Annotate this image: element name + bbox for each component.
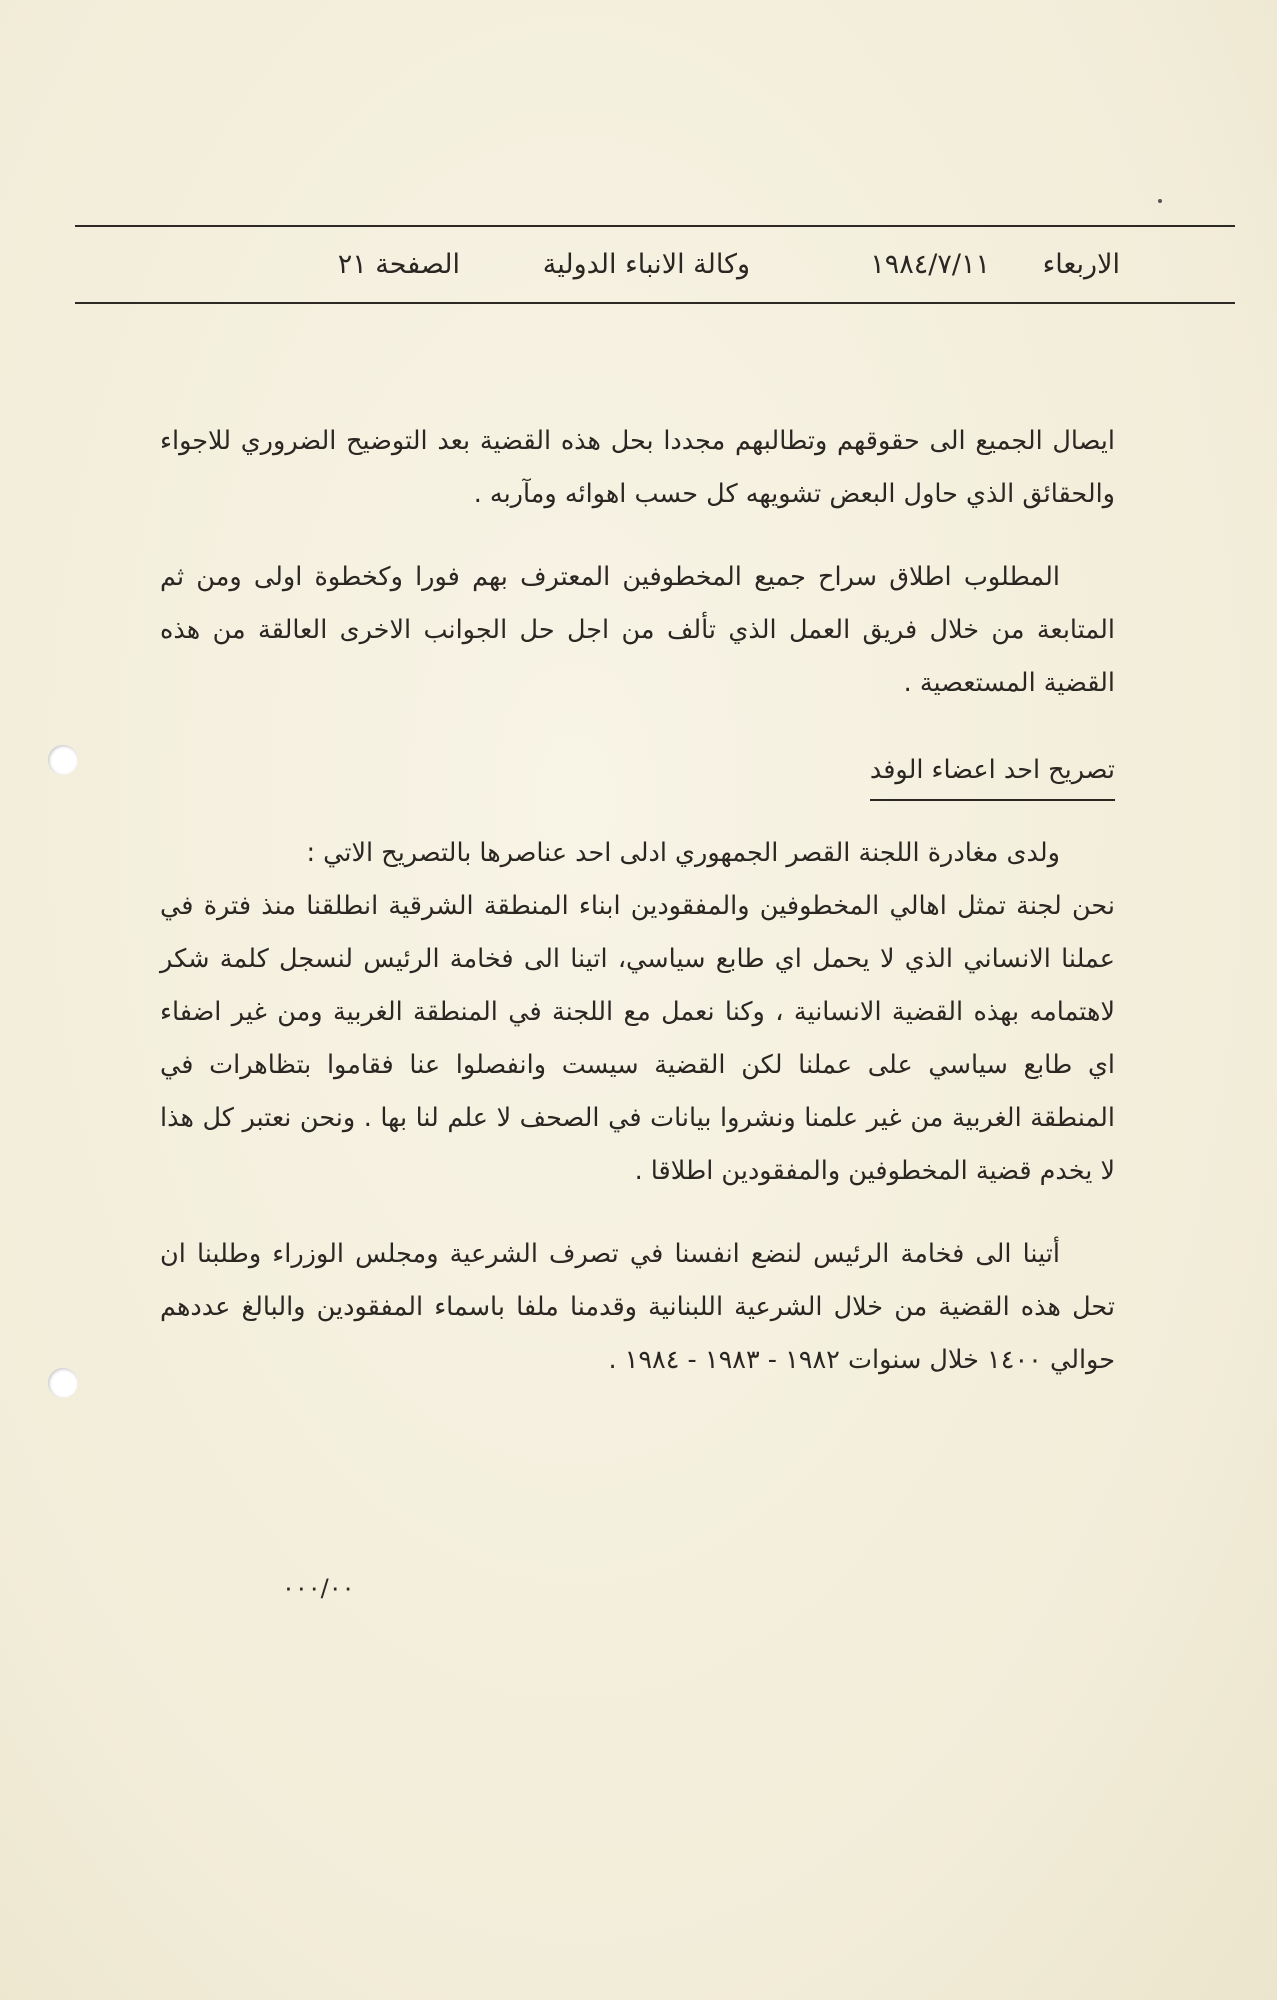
header-date: ١٩٨٤/٧/١١ bbox=[870, 248, 990, 280]
header-day: الاربعاء bbox=[1042, 248, 1120, 280]
statement-quote: نحن لجنة تمثل اهالي المخطوفين والمفقودين ابناء المنطقة الشرقية انطلقنا منذ فترة في عملنا الانساني الذي لا يحمل اي طابع سياسي، اتينا الى فخامة الرئيس لنسجل كلمة شكر لاهتمامه بهذه القضية الانسانية ، وكنا نعمل مع اللجنة في المنطقة الغربية ومن غير اضفاء اي طابع سياسي على عملنا لكن القضية سيست وانفصلوا عنا فقاموا بتظاهرات في المنطقة الغربية من غير علمنا ونشروا بيانات في الصحف لا علم لنا بها . ونحن نعتبر كل هذا لا يخدم قضية المخطوفين والمفقودين اطلاقا . bbox=[160, 891, 1115, 1186]
header-bottom-rule bbox=[75, 302, 1235, 304]
punch-hole bbox=[48, 745, 78, 775]
header-page-number: الصفحة ٢١ bbox=[337, 248, 460, 280]
header-agency: وكالة الانباء الدولية bbox=[542, 248, 750, 280]
continuation-reference: ٠٠٠/٠٠ bbox=[282, 1574, 355, 1602]
paragraph: ايصال الجميع الى حقوقهم وتطالبهم مجددا بحل هذه القضية بعد التوضيح الضروري للاجواء والحقائق الذي حاول البعض تشويهه كل حسب اهوائه ومآربه . bbox=[160, 426, 1115, 509]
ink-speck bbox=[1158, 199, 1162, 203]
document-body bbox=[160, 415, 1115, 1417]
statement-intro: ولدى مغادرة اللجنة القصر الجمهوري ادلى احد عناصرها بالتصريح الاتي : bbox=[306, 838, 1060, 868]
page-header bbox=[220, 244, 1120, 284]
header-top-rule bbox=[75, 225, 1235, 227]
punch-hole bbox=[48, 1368, 78, 1398]
closing-paragraph: أتينا الى فخامة الرئيس لنضع انفسنا في تصرف الشرعية ومجلس الوزراء وطلبنا ان تحل هذه القضية من خلال الشرعية اللبنانية وقدمنا ملفا باسماء المفقودين والبالغ عددهم حوالي ١٤٠٠ خلال سنوات ١٩٨٢ - ١٩٨٣ - ١٩٨٤ . bbox=[160, 1239, 1115, 1375]
section-subheading: تصريح احد اعضاء الوفد bbox=[870, 744, 1115, 801]
paragraph: المطلوب اطلاق سراح جميع المخطوفين المعترف بهم فورا وكخطوة اولى ومن ثم المتابعة من خلال فريق العمل الذي تألف من اجل حل الجوانب الاخرى العالقة من هذه القضية المستعصية . bbox=[160, 562, 1115, 698]
